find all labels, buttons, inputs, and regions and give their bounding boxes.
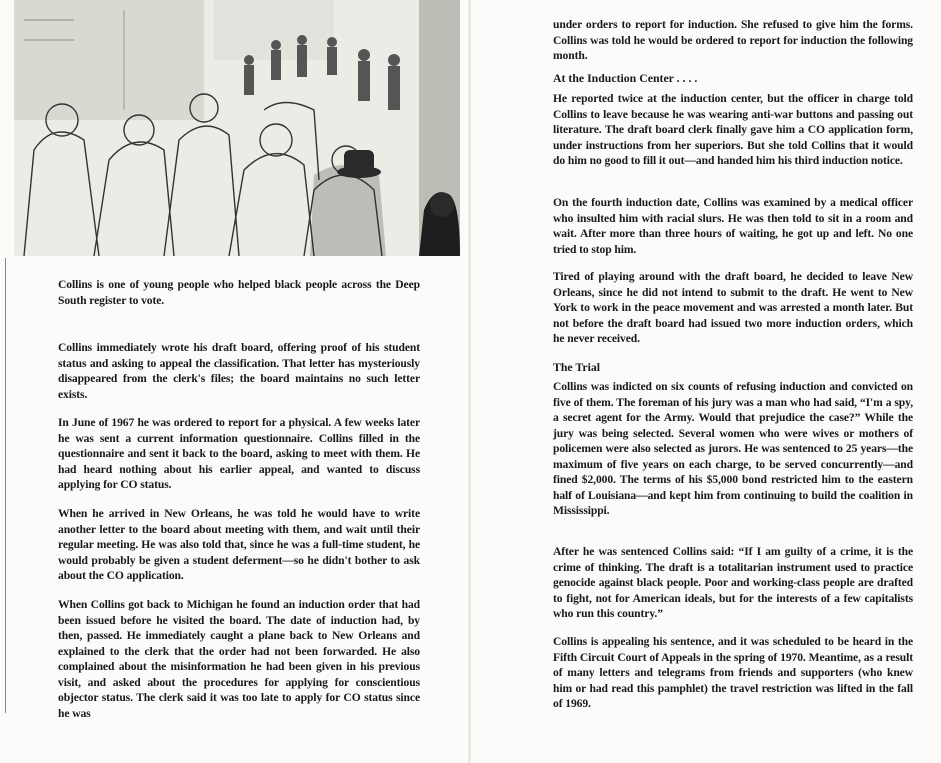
heading-induction-center: At the Induction Center . . . . [553, 71, 698, 85]
paragraph-intro: under orders to report for induction. She refused to give him the forms. Collins was told he would be ordered to report for induction the following month. [553, 18, 913, 62]
paragraph-new-orleans: When he arrived in New Orleans, he was told he would have to write another letter to the board about meeting with them, and wait until their regular meeting. He was also told that, since he was a full-time student, he would probably be given a student deferment—so he didn't bother to ask about the CO application. [58, 507, 420, 582]
heading-trial: The Trial [553, 360, 601, 374]
left-page [0, 0, 470, 763]
paragraph-appeal: Collins immediately wrote his draft board, offering proof of his student status and asking to appeal the classification. That letter has mysteriously disappeared from the clerk's files; the board maintains no such letter exists. [58, 341, 420, 401]
paragraph-michigan: When Collins got back to Michigan he found an induction order that had been issued before he visited the board. The date of induction had, by then, passed. He immediately caught a plane back to New Orleans and explained to the clerk that the order had not been forwarded. He also complained about the misinformation he had been given in his previous visit, and asked about the procedures for applying for conscientious objector status. The clerk said it was too late to apply for CO status since he was [58, 598, 420, 720]
paragraph-induction-3: Tired of playing around with the draft board, he decided to leave New Orleans, since he did not intend to submit to the draft. He went to New York to work in the peace movement and was arrested a month later. But not before the draft board had issued two more induction orders, which he never received. [553, 270, 913, 345]
photo-caption: Collins is one of young people who helped black people across the Deep South register to vote. [58, 278, 420, 307]
paragraph-induction-2: On the fourth induction date, Collins was examined by a medical officer who insulted him with racial slurs. He was then told to sit in a room and wait. After more than three hours of waiting, he got up and left. No one tried to stop him. [553, 196, 913, 256]
paragraph-trial-1: Collins was indicted on six counts of refusing induction and convicted on five of them. The foreman of his jury was a man who had said, “I'm a spy, a secret agent for the Army. Would that prejudice the case?” While the jury was being selected. Several women who were wives or mothers of policemen were also selected as jurors. He was sentenced to 25 years—the maximum of five years on each charge, to be served concurrently—and fined $2,000. The terms of his $5,000 bond restricted him to the eastern half of Louisiana—and kept him from continuing to build the coalition in Mississippi. [553, 380, 913, 517]
paragraph-trial-3: Collins is appealing his sentence, and it was scheduled to be heard in the Fifth Circuit Court of Appeals in the spring of 1970. Meantime, as a result of many letters and telegrams from friends and supporters (who knew him or had read this pamphlet) the travel restriction was lifted in the fall of 1969. [553, 635, 913, 710]
paragraph-physical: In June of 1967 he was ordered to report for a physical. A few weeks later he was sent a current information questionnaire. Collins filled in the questionnaire and sent it back to the board, asking to meet with them. He had heard nothing about his earlier appeal, and wanted to discuss applying for CO status. [58, 416, 420, 491]
crowd-photo [14, 0, 460, 256]
page-edge-line [5, 258, 6, 713]
crowd-photo-illustration [14, 0, 460, 256]
right-page [470, 0, 941, 763]
paragraph-induction-1: He reported twice at the induction center, but the officer in charge told Collins to leave because he was wearing anti-war buttons and passing out literature. The draft board clerk finally gave him a CO application form, under instructions from her superiors. But she told Collins that it would do him no good to fill it out—and handed him his third induction notice. [553, 92, 913, 167]
paragraph-trial-2: After he was sentenced Collins said: “If I am guilty of a crime, it is the crime of thinking. The draft is a totalitarian instrument used to practice genocide against black people. Poor and working-class people are drafted to fight, not for American ideals, but for the interests of a few capitalists who run this country.” [553, 545, 913, 620]
